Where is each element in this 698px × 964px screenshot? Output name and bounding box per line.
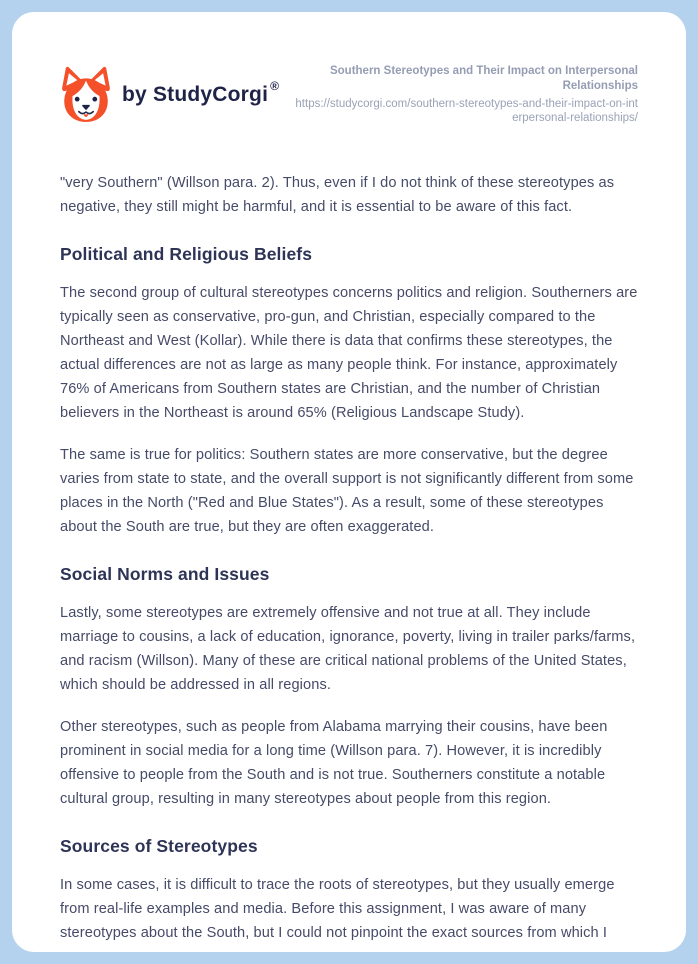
- section-heading-social-norms-and-issues: Social Norms and Issues: [60, 564, 270, 584]
- paragraph: "very Southern" (Willson para. 2). Thus, even if I do not think of these stereotypes as negative, they still might be harmful, and it is essential to be aware of this fact.: [60, 175, 615, 215]
- document-body: [60, 171, 638, 945]
- paragraph: The second group of cultural stereotypes concerns politics and religion. Southerners are typically seen as conservative, pro-gun, and Christian, especially compared to the Northeast and West (Kollar). While there is data that confirms these stereotypes, the actual differences are not as large as many people think. For instance, approximately 76% of Americans from Southern states are Christian, and the number of Christian believers in the Northeast is around 65% (Religious Landscape Study).: [60, 285, 638, 421]
- brand-wordmark: by StudyCorgi: [122, 82, 269, 106]
- document-header: [60, 64, 638, 125]
- document-title: Southern Stereotypes and Their Impact on Interpersonal Relationships: [329, 65, 638, 92]
- registered-trademark-symbol: ®: [270, 78, 279, 93]
- corgi-logo-icon: [60, 66, 112, 124]
- paragraph: In some cases, it is difficult to trace the roots of stereotypes, but they usually emerge from real-life examples and media. Before this assignment, I was aware of many stereotypes about the South, but I could not pinpoint the exact sources from which I: [60, 877, 615, 941]
- document-card: [12, 12, 686, 952]
- document-url-link[interactable]: https://studycorgi.com/southern-stereotypes-and-their-impact-on-interpersonal-relationships/: [295, 98, 638, 124]
- paragraph: Lastly, some stereotypes are extremely offensive and not true at all. They include marriage to cousins, a lack of education, ignorance, poverty, living in trailer parks/farms, and racism (Willson). Many of these are critical national problems of the United States, which should be addressed in all regions.: [60, 605, 636, 693]
- section-heading-sources-of-stereotypes: Sources of Stereotypes: [60, 836, 258, 856]
- section-heading-political-and-religious-beliefs: Political and Religious Beliefs: [60, 244, 313, 264]
- paragraph: The same is true for politics: Southern states are more conservative, but the degree varies from state to state, and the overall support is not significantly different from some places in the North ("Red and Blue States"). As a result, some of these stereotypes about the South are true, but they are often exaggerated.: [60, 447, 634, 535]
- studycorgi-brand: [60, 66, 279, 124]
- paragraph: Other stereotypes, such as people from Alabama marrying their cousins, have been prominent in social media for a long time (Willson para. 7). However, it is incredibly offensive to people from the South and is not true. Southerners constitute a notable cultural group, resulting in many stereotypes about people from this region.: [60, 719, 608, 807]
- document-meta: [293, 64, 638, 125]
